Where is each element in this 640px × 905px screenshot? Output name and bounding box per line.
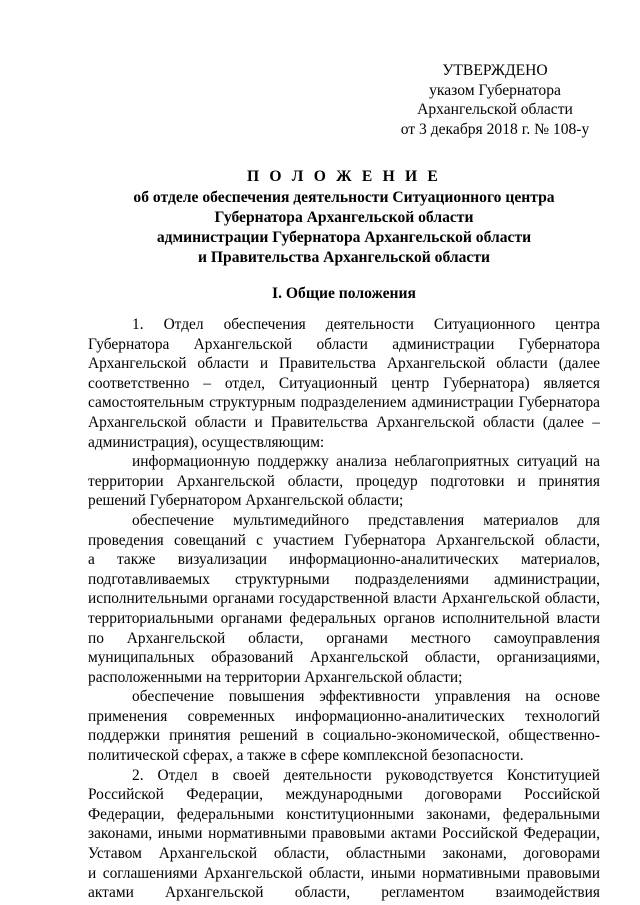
body-line: соответственно – отдел, Ситуационный центр Губернатора) является	[88, 374, 600, 392]
body-line: по Архангельской области, органами местного самоуправления	[88, 629, 600, 647]
approval-line-4: от 3 декабря 2018 г. № 108-у	[400, 120, 590, 138]
body-line: муниципальных образований Архангельской области, организациями,	[88, 649, 600, 667]
body-line: 1. Отдел обеспечения деятельности Ситуационного центра	[132, 316, 600, 333]
body-line: а также визуализации информационно-аналитических материалов,	[88, 551, 600, 569]
body-line: применения современных информационно-аналитических технологий	[88, 707, 600, 725]
approval-line-1: УТВЕРЖДЕНО	[442, 62, 548, 79]
body-line: политической сферах, а также в сфере комплексной безопасности.	[88, 747, 524, 765]
body-line: 2. Отдел в своей деятельности руководствуется Конституцией	[132, 766, 600, 784]
body-line: проведения совещаний с участием Губернатора Архангельской области,	[88, 531, 600, 549]
section-heading: I. Общие положения	[272, 285, 416, 302]
title-line-4: и Правительства Архангельской области	[198, 249, 490, 266]
body-line: информационную поддержку анализа неблагоприятных ситуаций на	[132, 453, 600, 471]
body-line: Федерации, федеральными конституционными законами, федеральными	[88, 805, 600, 823]
body-line: и соглашениями Архангельской области, иными нормативными правовыми	[88, 864, 600, 882]
body-line: актами Архангельской области, регламентом взаимодействия	[88, 884, 600, 902]
body-line: Уставом Архангельской области, областными законами, договорами	[88, 845, 600, 863]
title-heading: П О Л О Ж Е Н И Е	[246, 168, 442, 185]
approval-line-2: указом Губернатора	[429, 81, 561, 99]
body-line: законами, иными нормативными правовыми актами Российской Федерации,	[88, 825, 600, 843]
body-line: территориальными органами федеральных органов исполнительной власти	[88, 609, 600, 627]
title-line-3: администрации Губернатора Архангельской области	[156, 229, 532, 246]
body-line: расположенными на территории Архангельской области;	[88, 668, 463, 686]
approval-stamp	[395, 61, 595, 139]
body-line: исполнительными органами государственной власти Архангельской области,	[88, 590, 600, 608]
body-line: обеспечение мультимедийного представления материалов для	[132, 511, 600, 529]
body-line: Архангельской области и Правительства Архангельской области (далее	[88, 355, 600, 373]
body-line: территории Архангельской области, процедур подготовки и принятия	[88, 472, 600, 490]
body-line: Архангельской области и Правительства Архангельской области (далее –	[88, 413, 600, 431]
body-line: администрация), осуществляющим:	[88, 433, 325, 451]
title-line-1: об отделе обеспечения деятельности Ситуационного центра	[133, 189, 555, 206]
body-line: Российской Федерации, международными договорами Российской	[88, 786, 600, 804]
body-line: поддержки принятия решений в социально-экономической, общественно-	[88, 727, 600, 745]
body-text	[88, 315, 600, 903]
document-title	[88, 167, 600, 268]
body-line: самостоятельным структурным подразделением администрации Губернатора	[88, 394, 600, 412]
approval-line-3: Архангельской области	[417, 101, 573, 118]
body-line: Губернатора Архангельской области администрации Губернатора	[88, 335, 600, 353]
title-line-2: Губернатора Архангельской области	[214, 209, 474, 226]
body-line: решений Губернатором Архангельской области;	[88, 492, 404, 510]
body-line: обеспечение повышения эффективности управления на основе	[132, 688, 600, 706]
body-line: подготавливаемых структурными подразделениями администрации,	[88, 570, 600, 588]
